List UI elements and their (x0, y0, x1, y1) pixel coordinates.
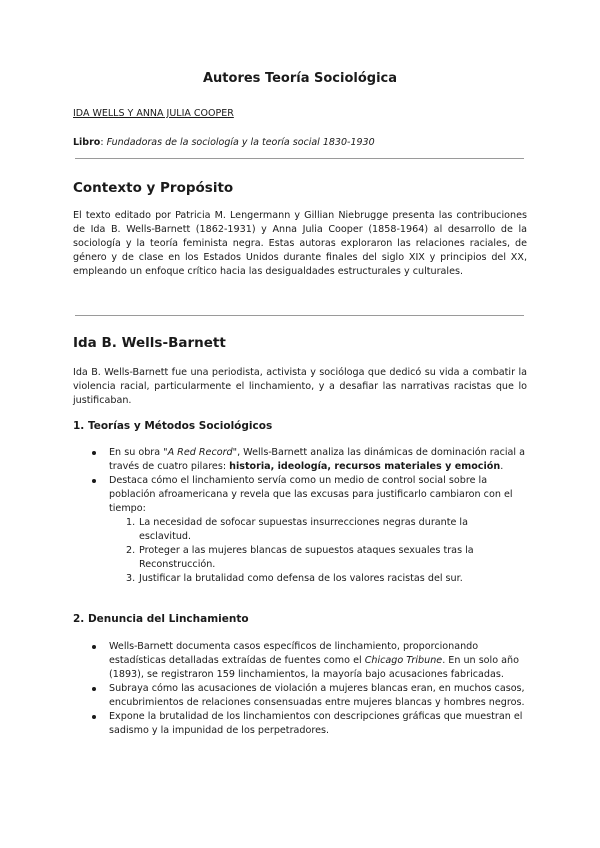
document-title: Autores Teoría Sociológica (202, 71, 398, 86)
list-item: Destaca cómo el linchamiento servía como un medio de control social sobre la población afroamericana y revela que las excusas para justificarlo cambiaron con el tiempo: 1. La necesidad de sofocar supuestas insurrecciones negras durante la esclavitud. 2. Proteger a las mujeres blancas de supuestos ataques sexuales tras la Reconstrucción. 3. Justificar la brutalidad como defensa de los valores racistas del sur. (91, 474, 527, 586)
numbered-item: 2. Proteger a las mujeres blancas de supuestos ataques sexuales tras la Reconstrucción. (126, 545, 474, 570)
four-pillars: historia, ideología, recursos materiales y emoción (229, 461, 501, 472)
contexto-paragraph: El texto editado por Patricia M. Lengermann y Gillian Niebrugge presenta las contribuciones de Ida B. Wells-Barnett (1862-1931) y Anna Julia Cooper (1858-1964) al desarrollo de la sociología y la teoría feminista negra. Estas autoras exploraron las relaciones raciales, de género y de clase en los Estados Unidos durante finales del siglo XIX y principios del XX, empleando un enfoque crítico hacia las desigualdades estructurales y culturales. (73, 210, 527, 277)
book-label: Libro (73, 137, 101, 148)
numbered-item: 1. La necesidad de sofocar supuestas insurrecciones negras durante la esclavitud. (126, 517, 468, 542)
divider-top (75, 158, 524, 159)
teorias-list (91, 446, 527, 586)
source-name: Chicago Tribune (364, 655, 443, 666)
divider-middle (75, 315, 524, 316)
heading-wells: Ida B. Wells-Barnett (73, 335, 226, 351)
list-item: Subraya cómo las acusaciones de violación a mujeres blancas eran, en muchos casos, encubrimientos de relaciones consensuadas entre mujeres blancas y hombres negros. (91, 682, 527, 710)
numbered-item: 3. Justificar la brutalidad como defensa de los valores racistas del sur. (126, 573, 463, 584)
heading-contexto: Contexto y Propósito (73, 180, 234, 196)
list-item: Expone la brutalidad de los linchamientos con descripciones gráficas que muestran el sadismo y la impunidad de los perpetradores. (91, 710, 527, 738)
list-item: Wells-Barnett documenta casos específicos de linchamiento, proporcionando estadísticas detalladas extraídas de fuentes como el Chicago Tribune. En un solo año (1893), se registraron 159 linchamientos, la mayoría bajo acusaciones fabricadas. (91, 640, 527, 682)
heading-denuncia: 2. Denuncia del Linchamiento (73, 613, 249, 625)
work-title: "A Red Record" (163, 447, 238, 458)
heading-teorias: 1. Teorías y Métodos Sociológicos (73, 420, 273, 432)
justifications-list (109, 516, 527, 586)
denuncia-list (91, 640, 527, 738)
book-reference: Libro: Fundadoras de la sociología y la teoría social 1830-1930 (73, 137, 375, 148)
authors-line: IDA WELLS Y ANNA JULIA COOPER (73, 108, 234, 119)
list-item: En su obra "A Red Record", Wells-Barnett analiza las dinámicas de dominación racial a través de cuatro pilares: historia, ideología, recursos materiales y emoción. (91, 446, 527, 474)
wells-intro: Ida B. Wells-Barnett fue una periodista, activista y socióloga que dedicó su vida a combatir la violencia racial, particularmente el linchamiento, y a desafiar las narrativas racistas que lo justificaban. (73, 367, 527, 406)
book-title: Fundadoras de la sociología y la teoría social 1830-1930 (106, 137, 375, 148)
